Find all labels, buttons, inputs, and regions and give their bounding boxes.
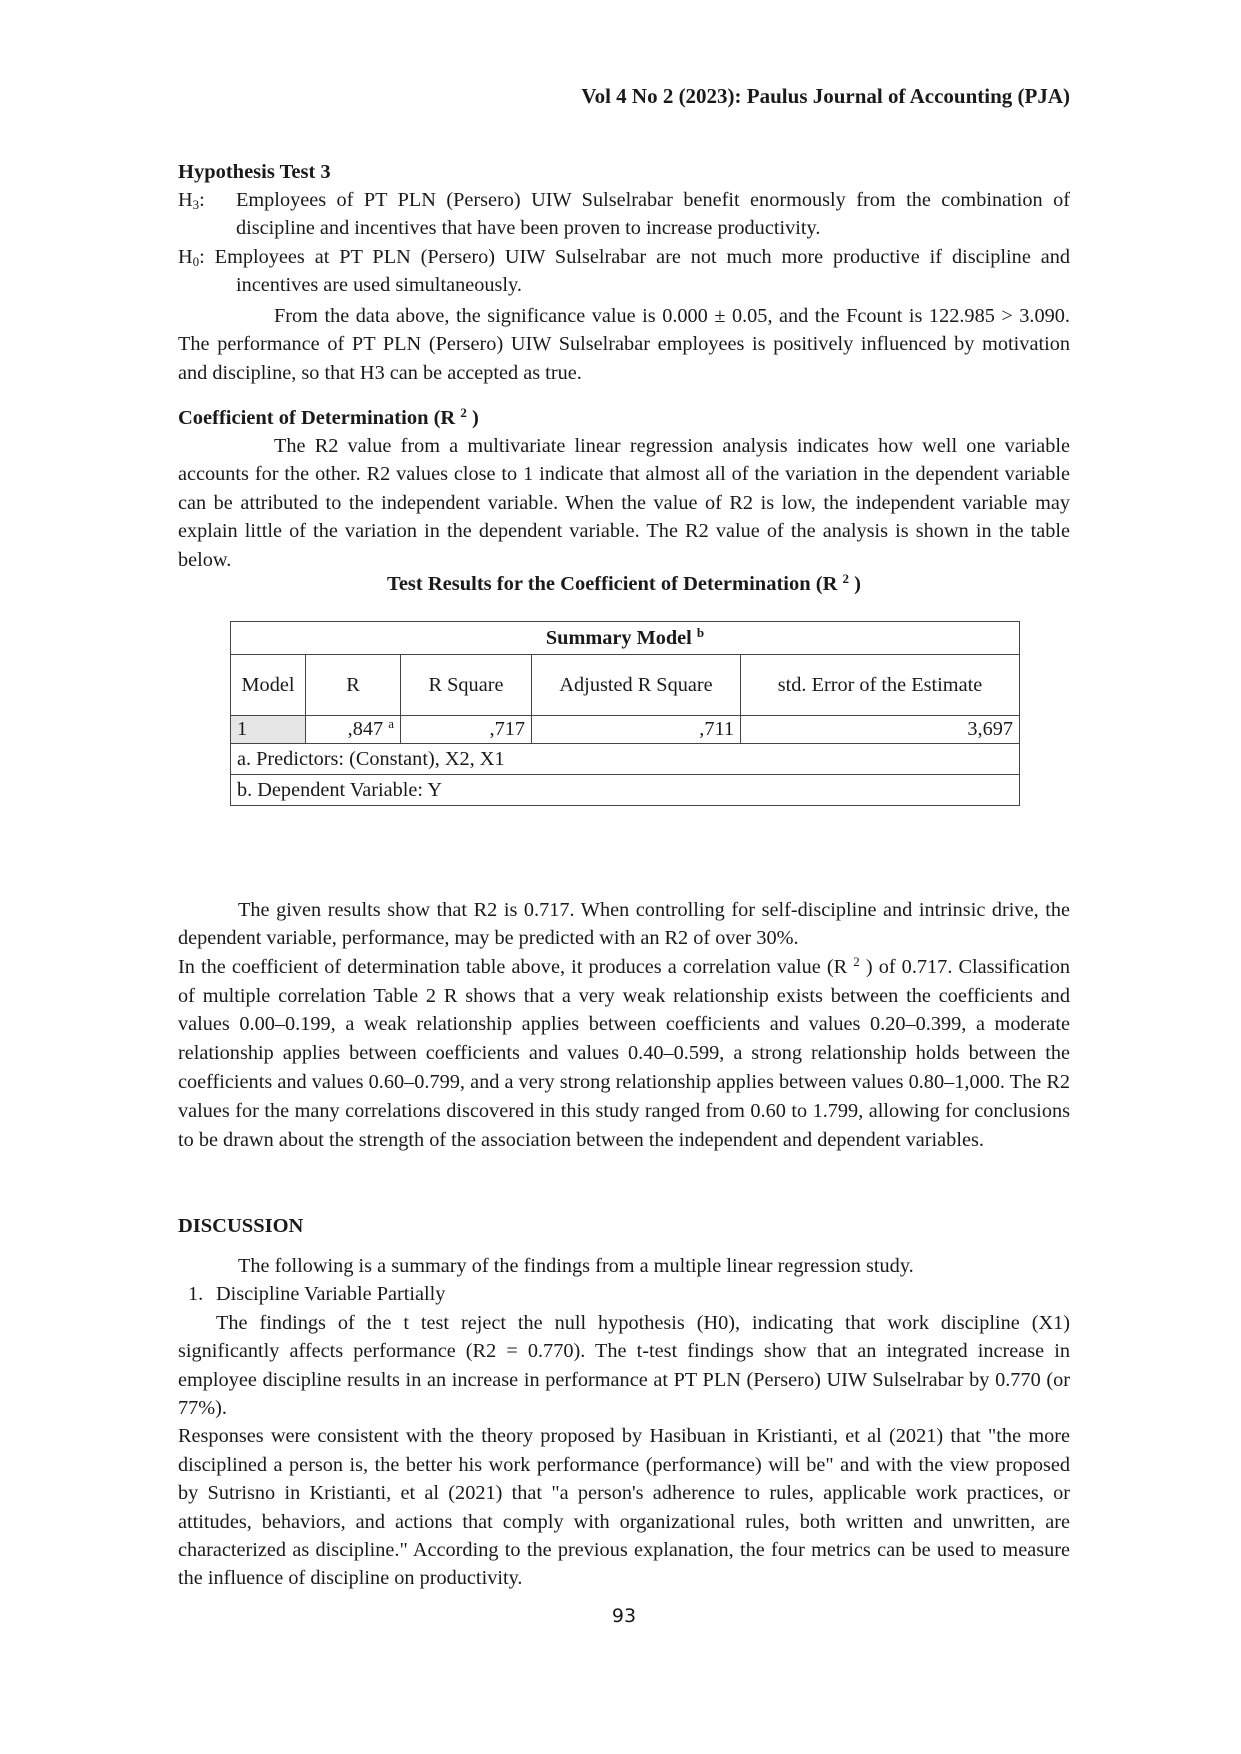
page-number: 93 <box>611 1605 637 1627</box>
col-adjusted-r-square: Adjusted R Square <box>532 655 741 716</box>
h3-letter: H <box>178 189 193 211</box>
hypothesis-h3 <box>178 186 1070 243</box>
determination-heading-text: Coefficient of Determination (R <box>178 407 456 429</box>
results-p2-rest: ) of 0.717. Classification of multiple correlation Table 2 R shows that a very weak relationship exists between the coefficients and values 0.00–0.199, a weak relationship applies between coefficients and values 0.20–0.399, a moderate relationship applies between coefficients and values 0.40–0.599, a strong relationship holds between the coefficients and values 0.60–0.799, and a very strong relationship applies between values 0.80–1,000. The R2 values for the many correlations discovered in this study ranged from 0.60 to 1.799, allowing for conclusions to be drawn about the strength of the association between the independent and dependent variables. <box>178 955 1071 1151</box>
determination-paragraph: The R2 value from a multivariate linear regression analysis indicates how well one variable accounts for the other. R2 values close to 1 indicate that almost all of the variation in the dependent variable can be attributed to the independent variable. When the value of R2 is low, the independent variable may explain little of the variation in the dependent variable. The R2 value of the analysis is shown in the table below. <box>178 435 1070 571</box>
h0-subscript: 0 <box>192 253 200 269</box>
table-row <box>231 716 1020 744</box>
cell-model: 1 <box>231 716 306 744</box>
results-section <box>178 896 1070 1154</box>
h3-text: Employees of PT PLN (Persero) UIW Sulselrabar benefit enormously from the combination of discipline and incentives that have been proven to increase productivity. <box>236 189 1070 240</box>
table-caption-close: ) <box>854 573 861 595</box>
table-caption-sup: 2 <box>842 571 849 586</box>
hypothesis-h0 <box>178 243 1070 300</box>
hypothesis-heading: Hypothesis Test 3 <box>178 161 331 183</box>
table-note-b: b. Dependent Variable: Y <box>231 775 1020 806</box>
h0-letter: H <box>178 245 193 268</box>
list-item <box>178 1280 1070 1308</box>
determination-heading <box>178 404 1070 432</box>
results-p2-start: In the coefficient of determination table above, it produces a correlation value (R <box>178 955 848 978</box>
discussion-section <box>178 1212 1070 1593</box>
col-r-square: R Square <box>401 655 532 716</box>
table-title-text: Summary Model <box>545 626 692 649</box>
discussion-intro: The following is a summary of the findings from a multiple linear regression study. <box>238 1255 914 1277</box>
table-title <box>231 622 1020 655</box>
h3-label <box>178 186 205 214</box>
determination-section <box>178 404 1070 574</box>
h0-text: : Employees at PT PLN (Persero) UIW Sulselrabar are not much more productive if discipline and incentives are used simultaneously. <box>199 245 1070 297</box>
cell-r <box>306 716 401 744</box>
discussion-paragraph-1: The findings of the t test reject the null hypothesis (H0), indicating that work discipline (X1) significantly affects performance (R2 = 0.770). The t-test findings show that an integrated increase in employee discipline results in an increase in performance at PT PLN (Persero) UIW Sulselrabar by 0.770 (or 77%). <box>178 1311 1070 1420</box>
results-paragraph-1: The given results show that R2 is 0.717. When controlling for self-discipline and intrinsic drive, the dependent variable, performance, may be predicted with an R2 of over 30%. <box>178 899 1070 950</box>
results-p2-sup: 2 <box>853 953 860 969</box>
determination-heading-close: ) <box>471 407 479 429</box>
summary-model-table <box>230 621 1020 806</box>
list-item-number: 1. <box>188 1283 204 1306</box>
h3-colon: : <box>199 189 205 211</box>
discussion-heading: DISCUSSION <box>178 1215 304 1237</box>
h3-subscript: 3 <box>192 197 200 212</box>
cell-r-square: ,717 <box>401 716 532 744</box>
discussion-paragraph-2: Responses were consistent with the theory proposed by Hasibuan in Kristianti, et al (2021) that "the more disciplined a person is, the better his work performance (performance) will be" and with the view proposed by Sutrisno in Kristianti, et al (2021) that "a person's adherence to rules, applicable work practices, or attitudes, behaviors, and actions that comply with organizational rules, both written and unwritten, are characterized as discipline." According to the previous explanation, the four metrics can be used to measure the influence of discipline on productivity. <box>178 1425 1070 1590</box>
table-note-a: a. Predictors: (Constant), X2, X1 <box>231 744 1020 775</box>
results-paragraph-2 <box>178 953 1070 1155</box>
running-header: Vol 4 No 2 (2023): Paulus Journal of Accounting (PJA) <box>581 84 1070 108</box>
table-caption <box>178 570 1070 598</box>
cell-std-error: 3,697 <box>741 716 1020 744</box>
list-item-label: Discipline Variable Partially <box>216 1283 446 1306</box>
col-r: R <box>306 655 401 716</box>
hypothesis-conclusion: From the data above, the significance value is 0.000 ± 0.05, and the Fcount is 122.985 > 3.090. The performance of PT PLN (Persero) UIW Sulselrabar employees is positively influenced by motivation and discipline, so that H3 can be accepted as true. <box>178 305 1070 384</box>
hypothesis-section <box>178 158 1070 300</box>
cell-r-value: ,847 <box>347 718 384 740</box>
table-header-row <box>231 655 1020 716</box>
col-model: Model <box>231 655 306 716</box>
table-caption-text: Test Results for the Coefficient of Determination (R <box>387 573 838 595</box>
table-title-sup: b <box>696 624 705 640</box>
cell-adjusted-r-square: ,711 <box>532 716 741 744</box>
determination-heading-sup: 2 <box>460 405 467 420</box>
cell-r-sup: a <box>388 716 394 731</box>
col-std-error: std. Error of the Estimate <box>741 655 1020 716</box>
